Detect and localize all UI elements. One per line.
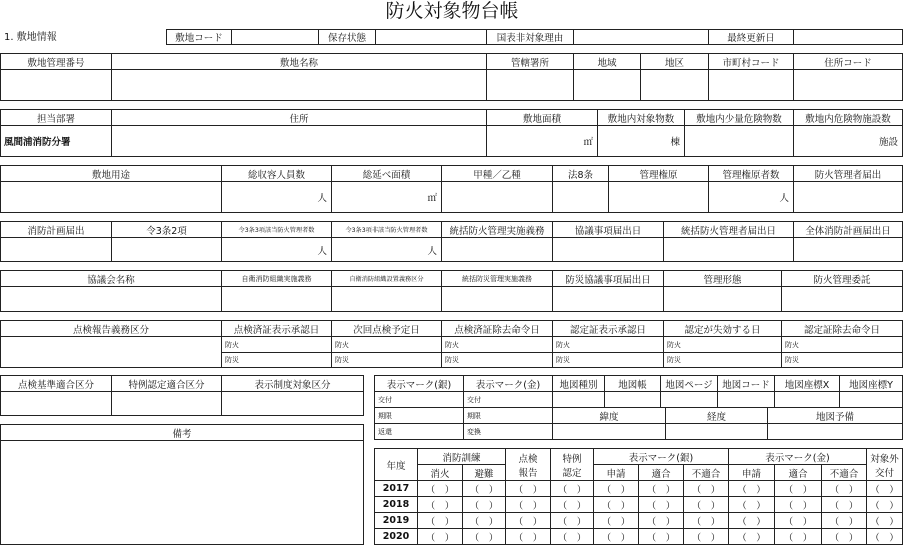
history-entry-cell[interactable]: （ ）: [821, 528, 867, 545]
address-field[interactable]: [111, 125, 487, 157]
gold-ok-header: 適合: [774, 464, 822, 481]
region-header: 地域: [573, 53, 641, 70]
council-name-field[interactable]: [0, 286, 222, 312]
history-entry-cell[interactable]: （ ）: [417, 512, 463, 529]
evacuate-header: 避難: [462, 464, 506, 481]
district-field[interactable]: [640, 69, 709, 101]
history-entry-cell[interactable]: （ ）: [462, 496, 506, 513]
site-code-field[interactable]: [231, 29, 319, 45]
year-cell: 2018: [374, 496, 418, 513]
history-entry-cell[interactable]: （ ）: [866, 528, 903, 545]
mark-gold-header: 表示マーク(金): [463, 375, 553, 392]
history-table: [374, 448, 903, 545]
inspection-mark-removal-fire[interactable]: 防火: [441, 336, 553, 353]
disaster-consultation-date-field[interactable]: [552, 286, 664, 312]
municipality-code-header: 市町村コード: [708, 53, 794, 70]
self-defense-setup-class-field[interactable]: [331, 286, 442, 312]
disaster-consultation-date-header: 防災協議事項届出日: [552, 270, 664, 287]
history-entry-cell[interactable]: （ ）: [638, 512, 684, 529]
exempt-issue-header: [866, 448, 903, 481]
year-cell: 2019: [374, 512, 418, 529]
history-entry-cell[interactable]: （ ）: [462, 480, 506, 497]
history-entry-cell[interactable]: （ ）: [505, 512, 551, 529]
history-entry-cell[interactable]: （ ）: [593, 480, 639, 497]
inspection-mark-removal-disaster[interactable]: 防災: [441, 352, 553, 368]
total-capacity-field[interactable]: 人: [221, 181, 332, 213]
certificate-removal-date-header: 認定証除去命令日: [781, 320, 903, 337]
remarks-header: 備考: [0, 424, 364, 441]
applicable-manager-count-header: 令3条3項該当防火管理者数: [221, 221, 332, 238]
class-header: 甲種／乙種: [441, 165, 553, 182]
fire-manager-report-field[interactable]: [793, 181, 903, 213]
fire-manager-report-header: 防火管理者届出: [793, 165, 903, 182]
non-applicable-manager-count-header: 令3条3項非該当防火管理者数: [331, 221, 442, 238]
drill-header: 消防訓練: [417, 448, 506, 465]
history-entry-cell[interactable]: （ ）: [550, 480, 594, 497]
history-entry-cell[interactable]: （ ）: [505, 480, 551, 497]
map-book-field[interactable]: [604, 391, 661, 408]
dept-field[interactable]: 風間浦消防分署: [0, 125, 112, 157]
history-entry-cell[interactable]: （ ）: [683, 496, 729, 513]
year-cell: 2020: [374, 528, 418, 545]
exclusion-reason-label: 国表非対象理由: [486, 29, 574, 45]
site-use-field[interactable]: [0, 181, 222, 213]
history-entry-cell[interactable]: （ ）: [866, 480, 903, 497]
map-page-field[interactable]: [660, 391, 718, 408]
extinguish-header: 消火: [417, 464, 463, 481]
small-hazard-count-field[interactable]: [684, 125, 794, 157]
overall-plan-report-date-header: 全体消防計画届出日: [793, 221, 903, 238]
hazard-facility-count-header: 敷地内危険物施設数: [793, 109, 903, 126]
history-entry-cell[interactable]: （ ）: [417, 480, 463, 497]
history-entry-cell[interactable]: （ ）: [505, 528, 551, 545]
general-fire-duty-field[interactable]: [441, 237, 553, 262]
mark-gold-period[interactable]: 期限: [463, 407, 553, 424]
inspection-report-line2: 報告: [518, 467, 538, 479]
non-applicable-manager-count-field[interactable]: 人: [331, 237, 442, 262]
address-code-field[interactable]: [793, 69, 903, 101]
display-system-class-field[interactable]: [221, 391, 364, 416]
general-disaster-duty-field[interactable]: [441, 286, 553, 312]
exempt-issue-line2: 交付: [874, 467, 894, 479]
inspection-report-line1: 点検: [518, 453, 538, 465]
history-entry-cell[interactable]: （ ）: [638, 480, 684, 497]
certificate-expiry-date-header: 認定が失効する日: [663, 320, 782, 337]
longitude-header: 経度: [665, 407, 768, 424]
history-entry-cell[interactable]: （ ）: [683, 512, 729, 529]
mark-silver-header: 表示マーク(銀): [374, 375, 464, 392]
management-right-field[interactable]: [608, 181, 709, 213]
consultation-report-date-header: 協議事項届出日: [552, 221, 664, 238]
station-field[interactable]: [486, 69, 574, 101]
special-certification-line2: 認定: [562, 467, 582, 479]
inspection-report-header: [505, 448, 551, 481]
general-manager-report-date-field[interactable]: [663, 237, 794, 262]
next-inspection-date-header: 次回点検予定日: [331, 320, 442, 337]
total-floor-area-header: 総延べ面積: [331, 165, 442, 182]
gold-apply-header: 申請: [728, 464, 775, 481]
history-entry-cell[interactable]: （ ）: [683, 480, 729, 497]
certificate-removal-disaster[interactable]: 防災: [781, 352, 903, 368]
map-y-field[interactable]: [839, 391, 903, 408]
last-updated-field[interactable]: [793, 29, 903, 45]
certificate-approval-disaster[interactable]: 防災: [552, 352, 664, 368]
self-defense-duty-header: 自衛消防組織実施義務: [221, 270, 332, 287]
certificate-approval-date-header: 認定証表示承認日: [552, 320, 664, 337]
certificate-expiry-disaster[interactable]: 防災: [663, 352, 782, 368]
site-use-header: 敷地用途: [0, 165, 222, 182]
mark-silver-issue[interactable]: 交付: [374, 391, 464, 408]
map-reserve-field[interactable]: [767, 423, 903, 440]
history-entry-cell[interactable]: （ ）: [866, 496, 903, 513]
hazard-facility-count-field[interactable]: 施設: [793, 125, 903, 157]
latitude-header: 緯度: [552, 407, 666, 424]
history-entry-cell[interactable]: （ ）: [417, 528, 463, 545]
mark-silver-return[interactable]: 返還: [374, 423, 464, 440]
mark-silver-period[interactable]: 期限: [374, 407, 464, 424]
total-capacity-header: 総収容人員数: [221, 165, 332, 182]
inspection-mark-approval-disaster[interactable]: 防災: [221, 352, 332, 368]
history-entry-cell[interactable]: （ ）: [774, 528, 822, 545]
save-status-label: 保存状態: [318, 29, 376, 45]
address-code-header: 住所コード: [793, 53, 903, 70]
management-right-header: 管理権原: [608, 165, 709, 182]
history-entry-cell[interactable]: （ ）: [505, 496, 551, 513]
history-entry-cell[interactable]: （ ）: [728, 512, 775, 529]
mark-gold-issue[interactable]: 交付: [463, 391, 553, 408]
district-header: 地区: [640, 53, 709, 70]
silver-ok-header: 適合: [638, 464, 684, 481]
map-type-field[interactable]: [552, 391, 605, 408]
inspection-mark-approval-fire[interactable]: 防火: [221, 336, 332, 353]
site-name-header: 敷地名称: [111, 53, 487, 70]
site-number-header: 敷地管理番号: [0, 53, 112, 70]
council-name-header: 協議会名称: [0, 270, 222, 287]
special-certification-class-field[interactable]: [111, 391, 222, 416]
save-status-field[interactable]: [375, 29, 487, 45]
gold-ng-header: 不適合: [821, 464, 867, 481]
map-code-header: 地図コード: [717, 375, 775, 392]
history-entry-cell[interactable]: （ ）: [550, 496, 594, 513]
history-entry-cell[interactable]: （ ）: [638, 528, 684, 545]
inspection-mark-removal-date-header: 点検済証除去命令日: [441, 320, 553, 337]
map-book-header: 地図帳: [604, 375, 661, 392]
municipality-code-field[interactable]: [708, 69, 794, 101]
special-certification-class-header: 特例認定適合区分: [111, 375, 222, 392]
history-entry-cell[interactable]: （ ）: [821, 480, 867, 497]
self-defense-duty-field[interactable]: [221, 286, 332, 312]
history-entry-cell[interactable]: （ ）: [683, 528, 729, 545]
ordinance-3-2-field[interactable]: [111, 237, 222, 262]
map-page-header: 地図ページ: [660, 375, 718, 392]
map-y-header: 地図座標Y: [839, 375, 903, 392]
fire-plan-header: 消防計画届出: [0, 221, 112, 238]
class-field[interactable]: [441, 181, 553, 213]
inspection-duty-class-field[interactable]: [0, 336, 222, 368]
history-entry-cell[interactable]: （ ）: [550, 528, 594, 545]
history-entry-cell[interactable]: （ ）: [550, 512, 594, 529]
right-holder-count-field[interactable]: 人: [708, 181, 794, 213]
last-updated-label: 最終更新日: [708, 29, 794, 45]
history-entry-cell[interactable]: （ ）: [866, 512, 903, 529]
history-entry-cell[interactable]: （ ）: [774, 512, 822, 529]
history-entry-cell[interactable]: （ ）: [593, 496, 639, 513]
general-manager-report-date-header: 統括防火管理者届出日: [663, 221, 794, 238]
site-name-field[interactable]: [111, 69, 487, 101]
right-holder-count-header: 管理権原者数: [708, 165, 794, 182]
general-disaster-duty-header: 統括防災管理実施義務: [441, 270, 553, 287]
certificate-approval-fire[interactable]: 防火: [552, 336, 664, 353]
history-entry-cell[interactable]: （ ）: [728, 480, 775, 497]
site-area-field[interactable]: ㎡: [486, 125, 598, 157]
map-code-field[interactable]: [717, 391, 775, 408]
fire-management-outsourcing-header: 防火管理委託: [781, 270, 903, 287]
history-entry-cell[interactable]: （ ）: [821, 512, 867, 529]
display-system-class-header: 表示制度対象区分: [221, 375, 364, 392]
history-entry-cell[interactable]: （ ）: [462, 528, 506, 545]
total-floor-area-field[interactable]: ㎡: [331, 181, 442, 213]
gold-mark-header: 表示マーク(金): [728, 448, 867, 465]
history-entry-cell[interactable]: （ ）: [774, 480, 822, 497]
history-entry-cell[interactable]: （ ）: [462, 512, 506, 529]
certificate-removal-fire[interactable]: 防火: [781, 336, 903, 353]
history-entry-cell[interactable]: （ ）: [417, 496, 463, 513]
map-x-header: 地図座標X: [774, 375, 840, 392]
inspection-standard-class-header: 点検基準適合区分: [0, 375, 112, 392]
applicable-manager-count-field[interactable]: 人: [221, 237, 332, 262]
dept-header: 担当部署: [0, 109, 112, 126]
object-count-header: 敷地内対象物数: [597, 109, 685, 126]
inspection-duty-class-header: 点検報告義務区分: [0, 320, 222, 337]
address-header: 住所: [111, 109, 487, 126]
history-entry-cell[interactable]: （ ）: [593, 512, 639, 529]
history-entry-cell[interactable]: （ ）: [728, 496, 775, 513]
station-header: 管轄署所: [486, 53, 574, 70]
map-type-header: 地図種別: [552, 375, 605, 392]
history-entry-cell[interactable]: （ ）: [593, 528, 639, 545]
section-label: 1. 敷地情報: [4, 32, 57, 43]
general-fire-duty-header: 統括防火管理実施義務: [441, 221, 553, 238]
next-inspection-disaster[interactable]: 防災: [331, 352, 442, 368]
inspection-mark-approval-date-header: 点検済証表示承認日: [221, 320, 332, 337]
overall-plan-report-date-field[interactable]: [793, 237, 903, 262]
longitude-field[interactable]: [665, 423, 768, 440]
latitude-field[interactable]: [552, 423, 666, 440]
site-code-label: 敷地コード: [166, 29, 232, 45]
exempt-issue-line1: 対象外: [870, 453, 899, 465]
management-type-header: 管理形態: [663, 270, 782, 287]
year-header: 年度: [374, 448, 418, 481]
fire-management-outsourcing-field[interactable]: [781, 286, 903, 312]
silver-apply-header: 申請: [593, 464, 639, 481]
small-hazard-count-header: 敷地内少量危険物数: [684, 109, 794, 126]
history-entry-cell[interactable]: （ ）: [774, 496, 822, 513]
special-certification-header: [550, 448, 594, 481]
history-entry-cell[interactable]: （ ）: [728, 528, 775, 545]
year-cell: 2017: [374, 480, 418, 497]
silver-mark-header: 表示マーク(銀): [593, 448, 729, 465]
exclusion-reason-field[interactable]: [573, 29, 709, 45]
management-type-field[interactable]: [663, 286, 782, 312]
next-inspection-fire[interactable]: 防火: [331, 336, 442, 353]
consultation-report-date-field[interactable]: [552, 237, 664, 262]
history-entry-cell[interactable]: （ ）: [638, 496, 684, 513]
region-field[interactable]: [573, 69, 641, 101]
object-count-field[interactable]: 棟: [597, 125, 685, 157]
self-defense-setup-class-header: 自衛消防組織設置義務区分: [331, 270, 442, 287]
site-area-header: 敷地面積: [486, 109, 598, 126]
map-x-field[interactable]: [774, 391, 840, 408]
site-number-field[interactable]: [0, 69, 112, 101]
article8-field[interactable]: [552, 181, 609, 213]
remarks-field[interactable]: [0, 440, 364, 545]
map-reserve-header: 地図予備: [767, 407, 903, 424]
history-entry-cell[interactable]: （ ）: [821, 496, 867, 513]
fire-plan-field[interactable]: [0, 237, 112, 262]
article8-header: 法8条: [552, 165, 609, 182]
mark-gold-exchange[interactable]: 変換: [463, 423, 553, 440]
certificate-expiry-fire[interactable]: 防火: [663, 336, 782, 353]
silver-ng-header: 不適合: [683, 464, 729, 481]
ordinance-3-2-header: 令3条2項: [111, 221, 222, 238]
special-certification-line1: 特例: [562, 453, 582, 465]
inspection-standard-class-field[interactable]: [0, 391, 112, 416]
page-title: 防火対象物台帳: [385, 0, 519, 22]
